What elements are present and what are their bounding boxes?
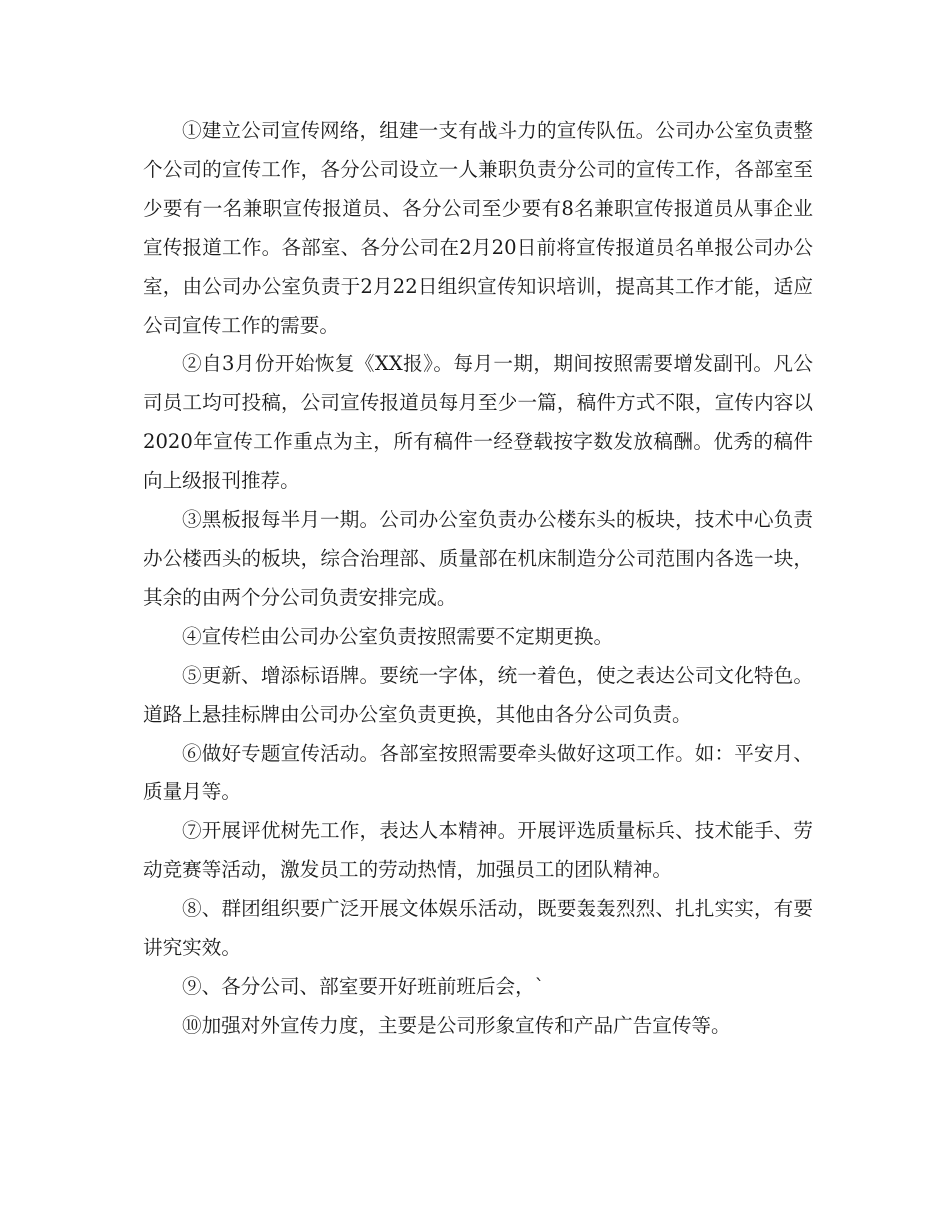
paragraph-5: ⑤更新、增添标语牌。要统一字体，统一着色，使之表达公司文化特色。道路上悬挂标牌由公司办公室负责更换，其他由各分公司负责。 bbox=[143, 663, 813, 726]
paragraph-1: ①建立公司宣传网络，组建一支有战斗力的宣传队伍。公司办公室负责整个公司的宣传工作，各分公司设立一人兼职负责分公司的宣传工作，各部室至少要有一名兼职宣传报道员、各分公司至少要有8名兼职宣传报道员从事企业宣传报道工作。各部室、各分公司在2月20日前将宣传报道员名单报公司办公室，由公司办公室负责于2月22日组织宣传知识培训，提高其工作才能，适应公司宣传工作的需要。 bbox=[143, 119, 813, 337]
paragraph-4: ④宣传栏由公司办公室负责按照需要不定期更换。 bbox=[182, 624, 614, 648]
paragraph-7: ⑦开展评优树先工作，表达人本精神。开展评选质量标兵、技术能手、劳动竞赛等活动，激发员工的劳动热情，加强员工的团队精神。 bbox=[143, 819, 813, 882]
paragraph-8: ⑧、群团组织要广泛开展文体娱乐活动，既要轰轰烈烈、扎扎实实，有要讲究实效。 bbox=[143, 897, 813, 960]
paragraph-3: ③黑板报每半月一期。公司办公室负责办公楼东头的板块，技术中心负责办公楼西头的板块，综合治理部、质量部在机床制造分公司范围内各选一块，其余的由两个分公司负责安排完成。 bbox=[143, 508, 813, 609]
paragraph-10: ⑩加强对外宣传力度，主要是公司形象宣传和产品广告宣传等。 bbox=[182, 1013, 731, 1037]
paragraph-9: ⑨、各分公司、部室要开好班前班后会，` bbox=[182, 974, 545, 998]
document-page bbox=[143, 112, 813, 1046]
paragraph-6: ⑥做好专题宣传活动。各部室按照需要牵头做好这项工作。如：平安月、质量月等。 bbox=[143, 741, 813, 804]
paragraph-2: ②自3月份开始恢复《XX报》。每月一期，期间按照需要增发副刊。凡公司员工均可投稿，公司宣传报道员每月至少一篇，稿件方式不限，宣传内容以2020年宣传工作重点为主，所有稿件一经登载按字数发放稿酬。优秀的稿件向上级报刊推荐。 bbox=[143, 352, 813, 493]
